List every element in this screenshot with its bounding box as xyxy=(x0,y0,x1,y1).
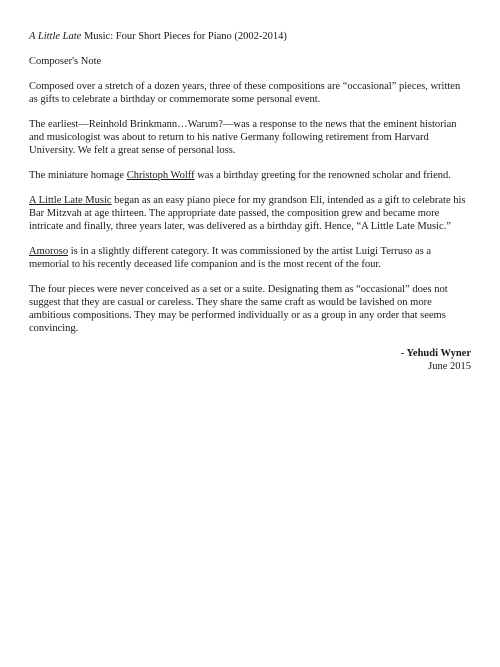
paragraph-1: Composed over a stretch of a dozen years, three of these compositions are “occasional” pieces, written as gifts to celebrate a birthday or commemorate some personal event. xyxy=(29,81,461,105)
document-title xyxy=(29,30,471,43)
paragraph-4-underlined: A Little Late Music xyxy=(29,195,112,206)
signature-block xyxy=(29,347,471,373)
paragraph-3-underlined: Christoph Wolff xyxy=(126,170,195,181)
signature-date: June 2015 xyxy=(428,361,471,372)
paragraph-6: The four pieces were never conceived as a set or a suite. Designating them as “occasional” does not suggest that they are casual or careless. They share the same craft as would be lavished on more ambitious compositions. They may be performed individually or as a group in any order that seems convincing. xyxy=(29,284,448,334)
paragraph-2: The earliest—Reinhold Brinkmann…Warum?—was a response to the news that the eminent historian and musicologist was about to return to his native Germany following retirement from Harvard University. We felt a great sense of personal loss. xyxy=(29,119,457,156)
title-rest: Music: Four Short Pieces for Piano (2002-2014) xyxy=(81,31,287,42)
paragraph-5-post: is in a slightly different category. It was commissioned by the artist Luigi Terruso as a memorial to his recently deceased life companion and is the most recent of the four. xyxy=(29,246,432,270)
paragraph-5-underlined: Amoroso xyxy=(29,246,69,257)
paragraph-4-post: began as an easy piano piece for my grandson Eli, intended as a gift to celebrate his Bar Mitzvah at age thirteen. The appropriate date passed, the composition grew and became more intricate and finally, three years later, was delivered as a birthday gift. Hence, “A Little Late Music.” xyxy=(29,195,466,232)
paragraph-3-pre: The miniature homage xyxy=(29,170,127,181)
paragraph-4 xyxy=(29,194,471,233)
paragraph-3 xyxy=(29,169,471,182)
note-heading: Composer's Note xyxy=(29,56,102,67)
signature-name: - Yehudi Wyner xyxy=(400,348,471,359)
paragraph-3-post: was a birthday greeting for the renowned scholar and friend. xyxy=(194,170,451,181)
title-italic: A Little Late xyxy=(29,31,82,42)
paragraph-5 xyxy=(29,245,471,271)
